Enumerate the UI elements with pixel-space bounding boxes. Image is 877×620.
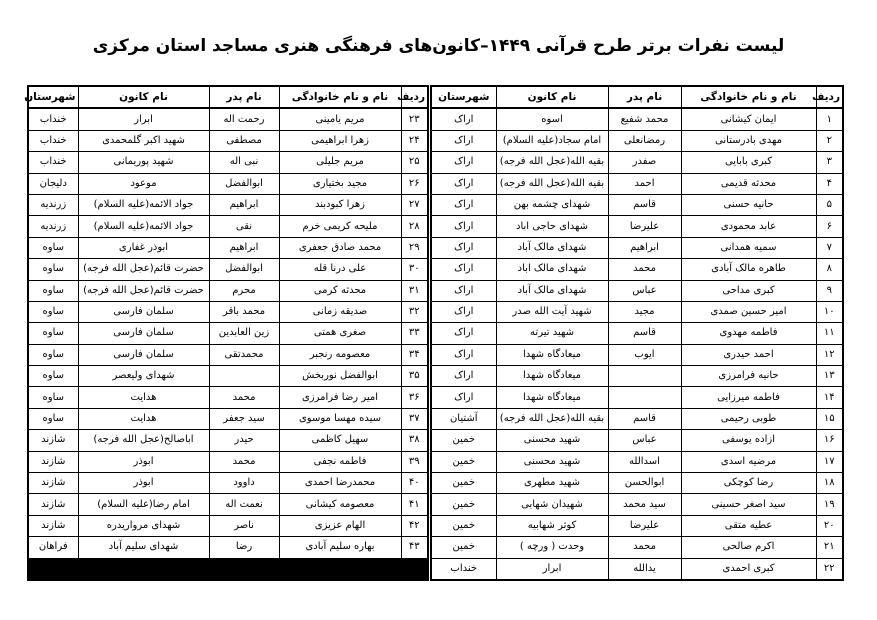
header-father: نام پدر — [209, 86, 279, 108]
table-row — [28, 216, 428, 237]
filled-row — [28, 558, 428, 580]
table-row — [431, 344, 843, 365]
table-row — [28, 194, 428, 215]
cell-radif: ۳۸ — [401, 430, 428, 451]
header-radif: ردیف — [401, 86, 428, 108]
table-row — [431, 216, 843, 237]
table-row — [431, 494, 843, 515]
cell-city: اراک — [431, 237, 496, 258]
table-row — [28, 494, 428, 515]
cell-radif: ۱۲ — [816, 344, 843, 365]
table-row — [431, 323, 843, 344]
cell-radif: ۷ — [816, 237, 843, 258]
cell-name: صدیقه زمانی — [279, 301, 401, 322]
cell-radif: ۲۷ — [401, 194, 428, 215]
cell-radif: ۱۴ — [816, 387, 843, 408]
table-row — [431, 515, 843, 536]
cell-father: احمد — [608, 173, 681, 194]
cell-city: خنداب — [431, 558, 496, 580]
table-row — [28, 237, 428, 258]
cell-father: رحمت اله — [209, 108, 279, 130]
cell-radif: ۱۰ — [816, 301, 843, 322]
cell-name: مجید بختیاری — [279, 173, 401, 194]
cell-radif: ۲۹ — [401, 237, 428, 258]
cell-father — [209, 366, 279, 387]
cell-father: عباس — [608, 280, 681, 301]
table-row — [28, 344, 428, 365]
cell-father — [608, 366, 681, 387]
cell-city: ساوه — [28, 259, 78, 280]
cell-kanoon: امام رضا(علیه السلام) — [78, 494, 209, 515]
cell-city: خنداب — [28, 108, 78, 130]
cell-city: اراک — [431, 130, 496, 151]
cell-kanoon: شهید مطهری — [496, 473, 608, 494]
cell-city: شازند — [28, 451, 78, 472]
cell-kanoon: شهیدان شهابی — [496, 494, 608, 515]
cell-city: اراک — [431, 108, 496, 130]
cell-name: صغری همتی — [279, 323, 401, 344]
cell-name: ازاده یوسفی — [681, 430, 816, 451]
cell-radif: ۱۷ — [816, 451, 843, 472]
table-row — [28, 323, 428, 344]
cell-kanoon: سلمان فارسی — [78, 344, 209, 365]
table-left — [24, 85, 429, 581]
cell-kanoon: اسوه — [496, 108, 608, 130]
cell-kanoon: شهید اکبر گلمحمدی — [78, 130, 209, 151]
cell-father: ایوب — [608, 344, 681, 365]
cell-kanoon: بقیه الله(عجل الله فرجه) — [496, 173, 608, 194]
cell-kanoon: موعود — [78, 173, 209, 194]
cell-name: حانیه فرامرزی — [681, 366, 816, 387]
cell-father: محمد — [608, 537, 681, 558]
cell-city: فراهان — [28, 537, 78, 558]
table-row — [28, 451, 428, 472]
cell-kanoon: هدایت — [78, 408, 209, 429]
cell-city: خمین — [431, 494, 496, 515]
cell-father: رمضانعلی — [608, 130, 681, 151]
cell-radif: ۳ — [816, 152, 843, 173]
cell-name: فاطمه نجفی — [279, 451, 401, 472]
table-row — [28, 515, 428, 536]
cell-father: نقی — [209, 216, 279, 237]
cell-radif: ۲۱ — [816, 537, 843, 558]
cell-name: اکرم صالحی — [681, 537, 816, 558]
cell-kanoon: شهدای سلیم آباد — [78, 537, 209, 558]
table-right — [430, 85, 844, 581]
cell-city: اراک — [431, 194, 496, 215]
cell-name: فاطمه میرزایی — [681, 387, 816, 408]
cell-city: اراک — [431, 366, 496, 387]
cell-kanoon: شهدای حاجی اباد — [496, 216, 608, 237]
cell-father: مصطفی — [209, 130, 279, 151]
cell-name: عطیه متقی — [681, 515, 816, 536]
header-city: شهرستان — [28, 86, 78, 108]
cell-city: زرندیه — [28, 216, 78, 237]
cell-father: ابراهیم — [209, 237, 279, 258]
cell-city: ساوه — [28, 280, 78, 301]
cell-kanoon: ابوذر — [78, 473, 209, 494]
cell-father: صفدر — [608, 152, 681, 173]
table-row — [28, 108, 428, 130]
cell-city: ساوه — [28, 301, 78, 322]
cell-radif: ۲ — [816, 130, 843, 151]
table-row — [431, 558, 843, 580]
filled-cell — [28, 558, 78, 580]
cell-kanoon: شهدای مالک اباد — [496, 259, 608, 280]
cell-kanoon: میعادگاه شهدا — [496, 344, 608, 365]
cell-radif: ۳۱ — [401, 280, 428, 301]
cell-city: اراک — [431, 152, 496, 173]
table-row — [431, 537, 843, 558]
cell-radif: ۴۳ — [401, 537, 428, 558]
cell-father: ابوالحسن — [608, 473, 681, 494]
cell-name: محمدرضا احمدی — [279, 473, 401, 494]
cell-city: خنداب — [28, 130, 78, 151]
cell-kanoon: ابرار — [78, 108, 209, 130]
cell-name: ابوالفضل نوربخش — [279, 366, 401, 387]
cell-name: سمیه همدانی — [681, 237, 816, 258]
cell-name: محدثه کرمی — [279, 280, 401, 301]
cell-kanoon: جواد الائمه(علیه السلام) — [78, 194, 209, 215]
cell-city: آشتیان — [431, 408, 496, 429]
cell-city: اراک — [431, 323, 496, 344]
table-row — [28, 537, 428, 558]
cell-radif: ۳۰ — [401, 259, 428, 280]
cell-city: خنداب — [28, 152, 78, 173]
filled-cell — [209, 558, 279, 580]
cell-name: عابد محمودی — [681, 216, 816, 237]
cell-name: زهرا ابراهیمی — [279, 130, 401, 151]
table-row — [431, 366, 843, 387]
cell-radif: ۳۵ — [401, 366, 428, 387]
cell-kanoon: میعادگاه شهدا — [496, 387, 608, 408]
cell-radif: ۱ — [816, 108, 843, 130]
table-row — [431, 108, 843, 130]
cell-kanoon: ابوذر غفاری — [78, 237, 209, 258]
cell-city: ساوه — [28, 387, 78, 408]
cell-name: فاطمه مهدوی — [681, 323, 816, 344]
cell-kanoon: هدایت — [78, 387, 209, 408]
cell-father: محمد — [209, 387, 279, 408]
cell-name: کبری احمدی — [681, 558, 816, 580]
cell-city: اراک — [431, 216, 496, 237]
cell-city: ساوه — [28, 366, 78, 387]
table-row — [28, 173, 428, 194]
table-row — [431, 130, 843, 151]
cell-kanoon: شهدای مالک آباد — [496, 280, 608, 301]
cell-name: احمد حیدری — [681, 344, 816, 365]
cell-kanoon: سلمان فارسی — [78, 323, 209, 344]
cell-kanoon: شهید محسنی — [496, 430, 608, 451]
page-title: لیست نفرات برتر طرح قرآنی ۱۴۴۹–کانون‌های فرهنگی هنری مساجد استان مرکزی — [92, 36, 785, 56]
cell-kanoon: بقیه الله(عجل الله فرجه) — [496, 152, 608, 173]
cell-radif: ۲۵ — [401, 152, 428, 173]
table-row — [28, 301, 428, 322]
cell-kanoon: اباصالح(عجل الله فرجه) — [78, 430, 209, 451]
cell-name: حانیه حسنی — [681, 194, 816, 215]
cell-radif: ۳۳ — [401, 323, 428, 344]
filled-cell — [401, 558, 428, 580]
cell-father: علیرضا — [608, 515, 681, 536]
cell-name: بهاره سلیم آبادی — [279, 537, 401, 558]
cell-kanoon: شهدای مالک آباد — [496, 237, 608, 258]
cell-radif: ۱۶ — [816, 430, 843, 451]
cell-city: اراک — [431, 280, 496, 301]
cell-father: سید محمد — [608, 494, 681, 515]
cell-father: نبی اله — [209, 152, 279, 173]
table-row — [431, 473, 843, 494]
cell-kanoon: شهدای ولیعصر — [78, 366, 209, 387]
cell-father: زین العابدین — [209, 323, 279, 344]
table-row — [431, 408, 843, 429]
cell-father: محرم — [209, 280, 279, 301]
cell-father: مجید — [608, 301, 681, 322]
table-row — [28, 152, 428, 173]
cell-city: دلیجان — [28, 173, 78, 194]
cell-city: خمین — [431, 515, 496, 536]
cell-radif: ۳۷ — [401, 408, 428, 429]
cell-father: ابوالفضل — [209, 259, 279, 280]
cell-kanoon: وحدت ( ورچه ) — [496, 537, 608, 558]
cell-kanoon: ابوذر — [78, 451, 209, 472]
cell-name: زهرا کبودبند — [279, 194, 401, 215]
cell-radif: ۸ — [816, 259, 843, 280]
cell-kanoon: شهید آیت الله صدر — [496, 301, 608, 322]
table-row — [28, 408, 428, 429]
cell-father: عباس — [608, 430, 681, 451]
cell-father: ابوالفضل — [209, 173, 279, 194]
cell-father: نعمت اله — [209, 494, 279, 515]
table-header-row — [431, 86, 843, 108]
cell-kanoon: ابرار — [496, 558, 608, 580]
cell-radif: ۱۱ — [816, 323, 843, 344]
cell-radif: ۳۲ — [401, 301, 428, 322]
cell-name: معصومه کیشانی — [279, 494, 401, 515]
table-row — [431, 430, 843, 451]
header-kanoon: نام کانون — [496, 86, 608, 108]
cell-father: داوود — [209, 473, 279, 494]
cell-father: محمد شفیع — [608, 108, 681, 130]
header-father: نام پدر — [608, 86, 681, 108]
cell-name: مریم جلیلی — [279, 152, 401, 173]
filled-cell — [279, 558, 401, 580]
cell-father: محمد — [608, 259, 681, 280]
filled-cell — [78, 558, 209, 580]
cell-radif: ۴ — [816, 173, 843, 194]
cell-radif: ۳۴ — [401, 344, 428, 365]
cell-radif: ۴۲ — [401, 515, 428, 536]
table-row — [28, 130, 428, 151]
cell-kanoon: شهدای مرواریدره — [78, 515, 209, 536]
cell-kanoon: حضرت قائم(عجل الله فرجه) — [78, 280, 209, 301]
cell-radif: ۲۶ — [401, 173, 428, 194]
table-row — [431, 387, 843, 408]
cell-kanoon: بقیه الله(عجل الله فرجه) — [496, 408, 608, 429]
table-row — [431, 194, 843, 215]
cell-radif: ۲۰ — [816, 515, 843, 536]
cell-kanoon: شهدای چشمه بهن — [496, 194, 608, 215]
header-radif: ردیف — [816, 86, 843, 108]
cell-father: محمدتقی — [209, 344, 279, 365]
header-name: نام و نام خانوادگی — [681, 86, 816, 108]
cell-radif: ۴۱ — [401, 494, 428, 515]
cell-name: مرضیه اسدی — [681, 451, 816, 472]
cell-name: مریم یامینی — [279, 108, 401, 130]
cell-city: اراک — [431, 387, 496, 408]
cell-father: قاسم — [608, 323, 681, 344]
cell-city: اراک — [431, 344, 496, 365]
cell-radif: ۴۰ — [401, 473, 428, 494]
cell-radif: ۳۶ — [401, 387, 428, 408]
cell-city: شازند — [28, 494, 78, 515]
cell-father: سید جعفر — [209, 408, 279, 429]
cell-name: کبری بابایی — [681, 152, 816, 173]
table-row — [431, 451, 843, 472]
cell-father: علیرضا — [608, 216, 681, 237]
cell-radif: ۱۳ — [816, 366, 843, 387]
cell-name: معصومه رنجبر — [279, 344, 401, 365]
cell-name: ملیحه کریمی خرم — [279, 216, 401, 237]
cell-father: یدالله — [608, 558, 681, 580]
cell-radif: ۲۳ — [401, 108, 428, 130]
cell-radif: ۱۸ — [816, 473, 843, 494]
cell-city: زرندیه — [28, 194, 78, 215]
cell-father: اسدالله — [608, 451, 681, 472]
cell-radif: ۲۲ — [816, 558, 843, 580]
cell-kanoon: حضرت قائم(عجل الله فرجه) — [78, 259, 209, 280]
cell-radif: ۹ — [816, 280, 843, 301]
cell-father: ابراهیم — [209, 194, 279, 215]
cell-radif: ۱۵ — [816, 408, 843, 429]
table-row — [431, 301, 843, 322]
cell-father: محمد — [209, 451, 279, 472]
table-row — [28, 280, 428, 301]
cell-name: رضا کوچکی — [681, 473, 816, 494]
table-row — [28, 430, 428, 451]
cell-radif: ۱۹ — [816, 494, 843, 515]
cell-radif: ۲۸ — [401, 216, 428, 237]
cell-name: طوبی رحیمی — [681, 408, 816, 429]
table-row — [28, 473, 428, 494]
table-header-row — [28, 86, 428, 108]
cell-city: اراک — [431, 173, 496, 194]
cell-kanoon: جواد الائمه(علیه السلام) — [78, 216, 209, 237]
cell-father: قاسم — [608, 194, 681, 215]
cell-father: قاسم — [608, 408, 681, 429]
cell-city: خمین — [431, 537, 496, 558]
cell-name: امیر رضا فرامرزی — [279, 387, 401, 408]
table-row — [431, 152, 843, 173]
cell-city: خمین — [431, 473, 496, 494]
table-row — [431, 259, 843, 280]
table-row — [431, 280, 843, 301]
cell-name: طاهره مالک آبادی — [681, 259, 816, 280]
cell-father: حیدر — [209, 430, 279, 451]
cell-father: محمد باقر — [209, 301, 279, 322]
cell-city: اراک — [431, 259, 496, 280]
cell-kanoon: میعادگاه شهدا — [496, 366, 608, 387]
cell-father — [608, 387, 681, 408]
cell-father: ابراهیم — [608, 237, 681, 258]
cell-name: محمد صادق جعفری — [279, 237, 401, 258]
cell-father: رضا — [209, 537, 279, 558]
table-row — [28, 387, 428, 408]
cell-city: خمین — [431, 451, 496, 472]
cell-city: ساوه — [28, 408, 78, 429]
cell-kanoon: کوثر شهابیه — [496, 515, 608, 536]
table-row — [28, 259, 428, 280]
cell-name: سهیل کاظمی — [279, 430, 401, 451]
cell-name: علی درنا قله — [279, 259, 401, 280]
cell-kanoon: شهید پوریمانی — [78, 152, 209, 173]
cell-name: سید اصغر حسینی — [681, 494, 816, 515]
cell-city: اراک — [431, 301, 496, 322]
header-city: شهرستان — [431, 86, 496, 108]
cell-kanoon: سلمان فارسی — [78, 301, 209, 322]
cell-name: کبری مداحی — [681, 280, 816, 301]
cell-radif: ۳۹ — [401, 451, 428, 472]
cell-name: ایمان کیشانی — [681, 108, 816, 130]
table-row — [431, 173, 843, 194]
header-kanoon: نام کانون — [78, 86, 209, 108]
cell-father: ناصر — [209, 515, 279, 536]
cell-name: سیده مهسا موسوی — [279, 408, 401, 429]
header-name: نام و نام خانوادگی — [279, 86, 401, 108]
cell-kanoon: شهید تیرته — [496, 323, 608, 344]
cell-radif: ۶ — [816, 216, 843, 237]
table-row — [28, 366, 428, 387]
cell-radif: ۵ — [816, 194, 843, 215]
cell-kanoon: شهید محسنی — [496, 451, 608, 472]
cell-city: شازند — [28, 515, 78, 536]
cell-name: محدثه قدیمی — [681, 173, 816, 194]
cell-city: خمین — [431, 430, 496, 451]
table-row — [431, 237, 843, 258]
cell-city: ساوه — [28, 344, 78, 365]
cell-city: شازند — [28, 430, 78, 451]
cell-city: ساوه — [28, 323, 78, 344]
cell-name: امیر حسین صمدی — [681, 301, 816, 322]
cell-city: ساوه — [28, 237, 78, 258]
cell-name: مهدی بادرستانی — [681, 130, 816, 151]
cell-name: الهام عزیزی — [279, 515, 401, 536]
cell-kanoon: امام سجاد(علیه السلام) — [496, 130, 608, 151]
cell-city: شازند — [28, 473, 78, 494]
cell-radif: ۲۴ — [401, 130, 428, 151]
